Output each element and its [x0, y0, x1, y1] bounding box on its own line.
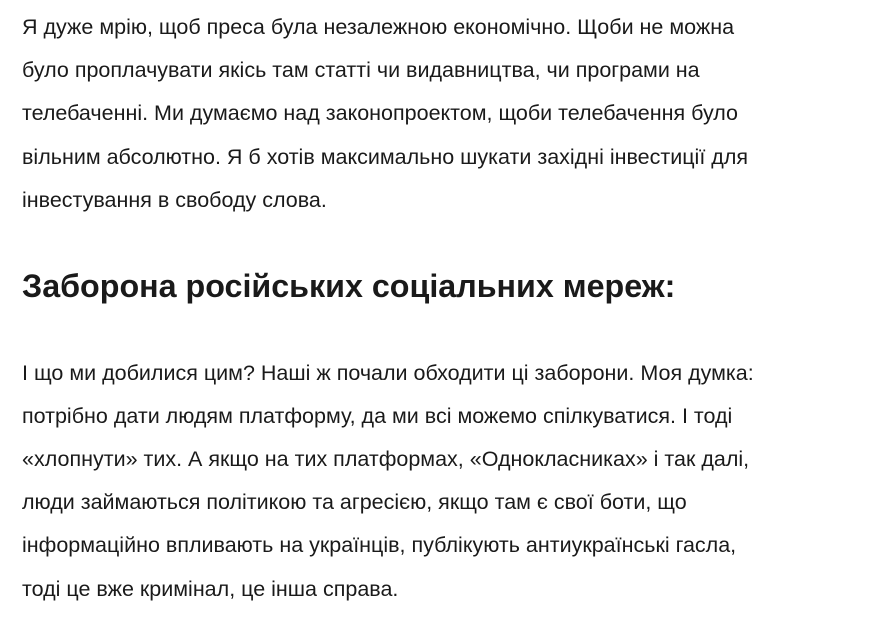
text-line: Я дуже мрію, щоб преса була незалежною економічно. Щоби не можна: [22, 15, 735, 39]
text-line: було проплачувати якісь там статті чи видавництва, чи програми на: [22, 58, 700, 83]
text-line: потрібно дати людям платформу, да ми всі можемо спілкуватися. І тоді: [22, 403, 733, 428]
article-body: [22, 6, 872, 611]
text-line: тоді це вже кримінал, це інша справа.: [22, 576, 399, 601]
text-line: І що ми добилися цим? Наші ж почали обходити ці заборони. Моя думка:: [22, 360, 754, 385]
paragraph-spacer: [22, 308, 872, 351]
text-line: інформаційно впливають на українців, публікують антиукраїнські гасла,: [22, 533, 737, 558]
paragraph-press-independence: [22, 6, 872, 222]
text-line: телебаченні. Ми думаємо над законопроектом, щоби телебачення було: [22, 101, 738, 126]
text-line: вільним абсолютно. Я б хотів максимально шукати західні інвестиції для: [22, 144, 749, 169]
text-line: люди займаються політикою та агресією, якщо там є свої боти, що: [22, 490, 687, 515]
section-heading: Заборона російських соціальних мереж:: [22, 268, 676, 305]
paragraph-social-networks: [22, 352, 872, 611]
text-line: «хлопнути» тих. А якщо на тих платформах, «Однокласниках» і так далі,: [22, 447, 750, 471]
paragraph-spacer: [22, 222, 872, 265]
text-line: інвестування в свободу слова.: [22, 187, 327, 212]
